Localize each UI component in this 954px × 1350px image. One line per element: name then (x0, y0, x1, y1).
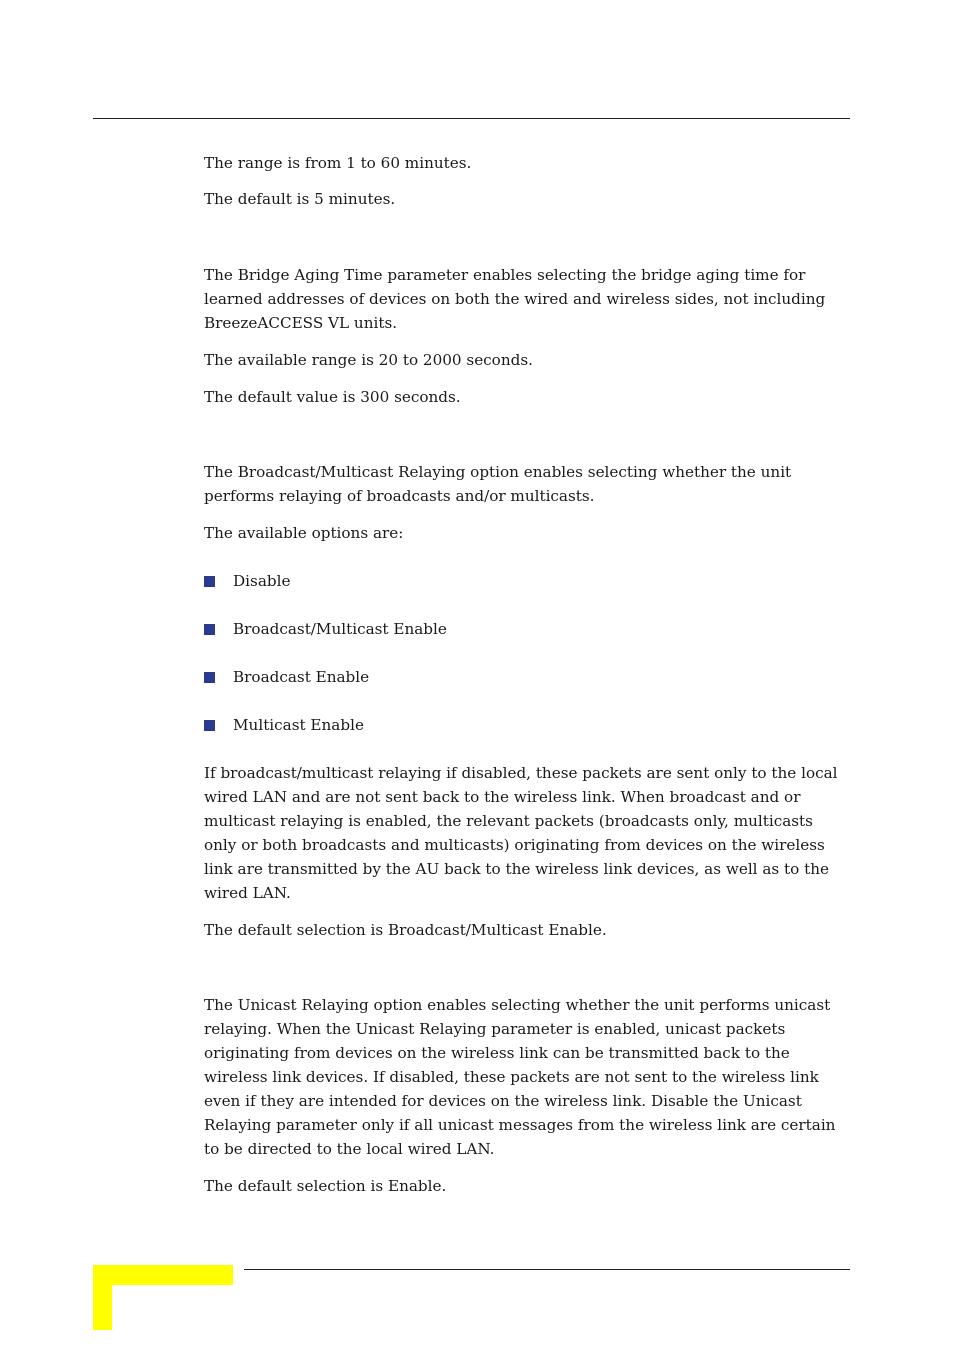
broadcast-relaying-default: The default selection is Broadcast/Multicast Enable. (204, 921, 607, 939)
list-item-label: Broadcast Enable (233, 668, 370, 686)
footer-corner-accent-vertical (93, 1265, 112, 1330)
footer-rule (244, 1269, 850, 1270)
list-item (204, 713, 364, 737)
bridge-aging-description: The Bridge Aging Time parameter enables selecting the bridge aging time for learned addresses of devices on both the wired and wireless sides, not including BreezeACCESS VL units. (204, 266, 826, 332)
bridge-aging-default: The default value is 300 seconds. (204, 388, 461, 406)
broadcast-relaying-explanation: If broadcast/multicast relaying if disabled, these packets are sent only to the local wired LAN and are not sent back to the wireless link. When broadcast and or multicast relaying is enabled, the relevant packets (broadcasts only, multicasts only or both broadcasts and multicasts) originating from devices on the wireless link are transmitted by the AU back to the wireless link devices, as well as to the wired LAN. (204, 764, 838, 902)
list-item-label: Disable (233, 572, 291, 590)
list-item (204, 617, 447, 641)
list-item-label: Broadcast/Multicast Enable (233, 620, 447, 638)
list-item (204, 569, 290, 593)
footer-corner-accent (93, 1265, 233, 1285)
square-bullet-icon (204, 720, 215, 731)
list-item (204, 665, 369, 689)
broadcast-options-intro: The available options are: (204, 524, 404, 542)
aging-range-text: The range is from 1 to 60 minutes. (204, 154, 472, 172)
bridge-aging-range: The available range is 20 to 2000 seconds. (204, 351, 533, 369)
square-bullet-icon (204, 576, 215, 587)
unicast-relaying-description: The Unicast Relaying option enables selecting whether the unit performs unicast relaying. When the Unicast Relaying parameter is enabled, unicast packets originating from devices on the wireless link can be transmitted back to the wireless link devices. If disabled, these packets are not sent to the wireless link even if they are intended for devices on the wireless link. Disable the Unicast Relaying parameter only if all unicast messages from the wireless link are certain to be directed to the local wired LAN. (204, 996, 836, 1158)
square-bullet-icon (204, 672, 215, 683)
unicast-relaying-default: The default selection is Enable. (204, 1177, 447, 1195)
broadcast-relaying-description: The Broadcast/Multicast Relaying option enables selecting whether the unit performs relaying of broadcasts and/or multicasts. (204, 463, 792, 505)
aging-default-text: The default is 5 minutes. (204, 190, 396, 208)
list-item-label: Multicast Enable (233, 716, 364, 734)
header-rule (93, 118, 850, 119)
square-bullet-icon (204, 624, 215, 635)
